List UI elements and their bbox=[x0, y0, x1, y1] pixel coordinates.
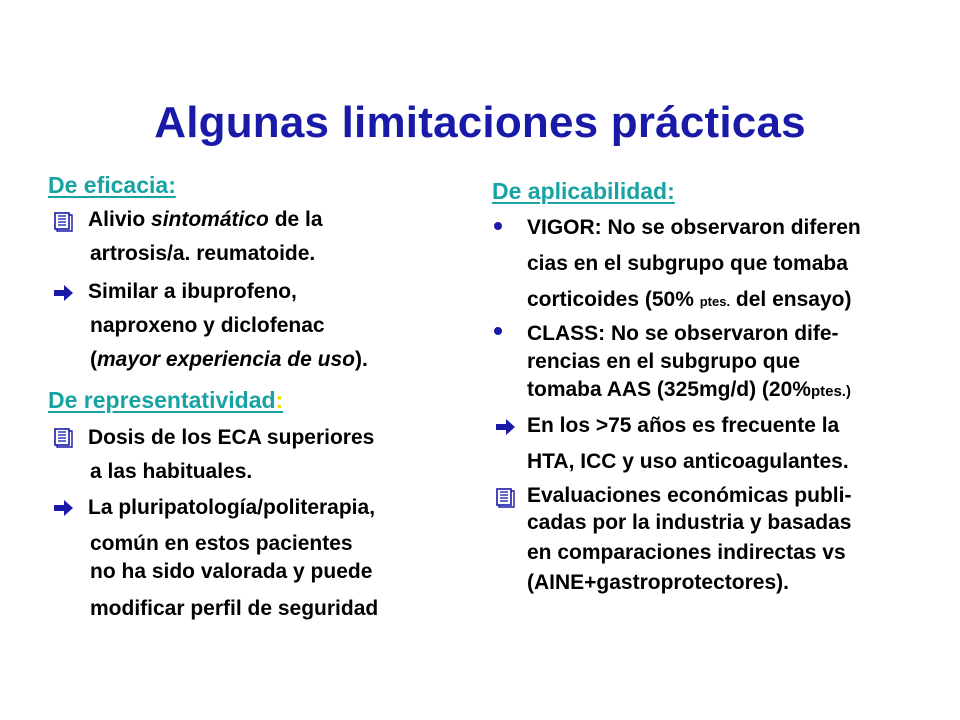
bullet-dot-icon bbox=[494, 327, 502, 335]
eval-line-3: en comparaciones indirectas vs bbox=[527, 541, 846, 564]
similar-line-2: naproxeno y diclofenac bbox=[90, 314, 325, 337]
pluri-line-4: modificar perfil de seguridad bbox=[90, 597, 379, 620]
representatividad-heading: De representatividad: bbox=[48, 387, 284, 413]
vigor-line-2: cias en el subgrupo que tomaba bbox=[527, 252, 848, 275]
mayor-line-1: En los >75 años es frecuente la bbox=[527, 414, 840, 437]
book-icon bbox=[52, 426, 74, 448]
arrow-right-icon bbox=[52, 497, 74, 519]
eval-line-2: cadas por la industria y basadas bbox=[527, 511, 852, 534]
bullet-dot-icon bbox=[494, 222, 502, 230]
slide-title: Algunas limitaciones prácticas bbox=[154, 98, 806, 147]
alivio-line-1: Alivio sintomático de la bbox=[88, 208, 323, 231]
vigor-line-3: corticoides (50% ptes. del ensayo) bbox=[527, 288, 852, 311]
pluri-line-2: común en estos pacientes bbox=[90, 532, 353, 555]
aplicabilidad-heading: De aplicabilidad: bbox=[492, 178, 675, 204]
eval-line-4: (AINE+gastroprotectores). bbox=[527, 571, 789, 594]
class-line-3: tomaba AAS (325mg/d) (20%ptes.) bbox=[527, 378, 851, 401]
book-icon bbox=[52, 210, 74, 232]
pluri-line-3: no ha sido valorada y puede bbox=[90, 560, 373, 583]
book-icon bbox=[494, 486, 516, 508]
similar-line-3: (mayor experiencia de uso). bbox=[90, 348, 368, 371]
vigor-line-1: VIGOR: No se observaron diferen bbox=[527, 216, 861, 239]
arrow-right-icon bbox=[494, 416, 516, 438]
dosis-line-1: Dosis de los ECA superiores bbox=[88, 426, 375, 449]
class-line-2: rencias en el subgrupo que bbox=[527, 350, 801, 373]
dosis-line-2: a las habituales. bbox=[90, 460, 253, 483]
arrow-right-icon bbox=[52, 282, 74, 304]
similar-line-1: Similar a ibuprofeno, bbox=[88, 280, 297, 303]
mayor-line-2: HTA, ICC y uso anticoagulantes. bbox=[527, 450, 849, 473]
alivio-line-2: artrosis/a. reumatoide. bbox=[90, 242, 316, 265]
pluri-line-1: La pluripatología/politerapia, bbox=[88, 496, 376, 519]
eval-line-1: Evaluaciones económicas publi- bbox=[527, 484, 852, 507]
eficacia-heading: De eficacia: bbox=[48, 172, 176, 198]
class-line-1: CLASS: No se observaron dife- bbox=[527, 322, 839, 345]
